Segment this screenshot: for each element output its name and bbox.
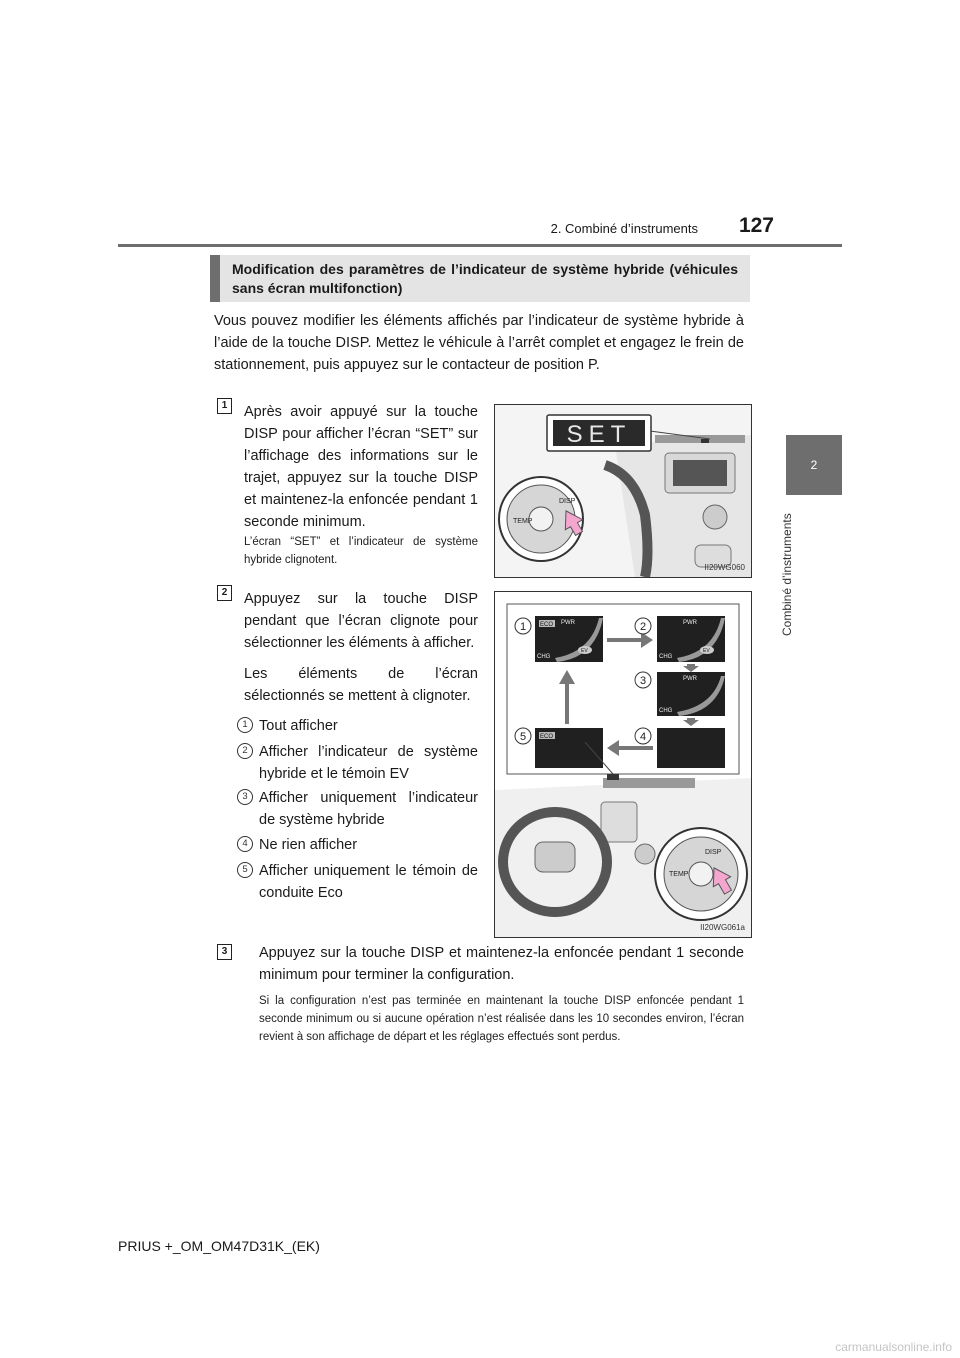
svg-text:PWR: PWR bbox=[683, 676, 697, 682]
step-3-text: Appuyez sur la touche DISP et maintenez-la enfoncée pendant 1 seconde minimum pour terminer la configuration. bbox=[259, 945, 744, 983]
mode-4-screen bbox=[657, 728, 725, 768]
mode-label-2: 2 bbox=[639, 621, 647, 633]
step-2-text-continued: Les éléments de l’écran sélectionnés se mettent à clignoter. bbox=[244, 666, 478, 704]
option-4-text: Ne rien afficher bbox=[259, 837, 358, 853]
svg-text:CHG: CHG bbox=[659, 708, 673, 714]
mode-label-3: 3 bbox=[639, 675, 647, 687]
option-1-text: Tout afficher bbox=[259, 718, 338, 734]
svg-text:CHG: CHG bbox=[659, 654, 673, 660]
figure-set-illustration bbox=[495, 405, 751, 577]
step-1-number: 1 bbox=[217, 398, 232, 414]
option-1-marker: 1 bbox=[237, 717, 253, 733]
figure-display-modes bbox=[494, 591, 752, 938]
disp-button-label-2: DISP bbox=[705, 849, 722, 856]
svg-text:EV: EV bbox=[703, 648, 710, 654]
option-3-marker: 3 bbox=[237, 789, 253, 805]
step-2-text: Appuyez sur la touche DISP pendant que l’écran clignote pour sélectionner les éléments à afficher. bbox=[244, 591, 478, 651]
chapter-tab-label: Combiné d’instruments bbox=[780, 513, 794, 637]
option-5-text: Afficher uniquement le témoin de conduite Eco bbox=[259, 863, 478, 901]
mode-label-1: 1 bbox=[519, 621, 527, 633]
page-number: 127 bbox=[738, 214, 774, 237]
option-5-marker: 5 bbox=[237, 862, 253, 878]
chapter-tab: 2 bbox=[786, 435, 842, 495]
svg-text:CHG: CHG bbox=[537, 654, 551, 660]
figure-2-code: II20WG061a bbox=[700, 923, 745, 932]
svg-text:ECO: ECO bbox=[540, 734, 554, 740]
mode-label-4: 4 bbox=[639, 731, 647, 743]
mode-label-5: 5 bbox=[519, 731, 527, 743]
footer-model: PRIUS +_OM_OM47D31K_(EK) bbox=[118, 1238, 320, 1254]
step-1-note: L’écran “SET” et l’indicateur de système hybride clignotent. bbox=[244, 536, 478, 566]
option-2-marker: 2 bbox=[237, 743, 253, 759]
set-display-text: SET bbox=[566, 421, 632, 448]
figure-1-code: II20WG060 bbox=[704, 563, 745, 572]
intro-paragraph: Vous pouvez modifier les éléments affichés par l’indicateur de système hybride à l’aide de la touche DISP. Mettez le véhicule à l’arrêt complet et engagez le frein de stationnement, puis appuyez sur le contacteur de position P. bbox=[214, 313, 744, 373]
step-1-text: Après avoir appuyé sur la touche DISP pour afficher l’écran “SET” sur l’affichage des informations sur le trajet, appuyez sur la touche DISP et maintenez-la enfoncée pendant 1 seconde minimum. bbox=[244, 404, 478, 530]
header-rule bbox=[118, 244, 842, 247]
svg-text:PWR: PWR bbox=[683, 620, 697, 626]
section-title: Modification des paramètres de l’indicateur de système hybride (véhicules sans écran multifonction) bbox=[232, 261, 738, 296]
option-4-marker: 4 bbox=[237, 836, 253, 852]
option-2-text: Afficher l’indicateur de système hybride et le témoin EV bbox=[259, 744, 478, 782]
watermark[interactable]: carmanualsonline.info bbox=[835, 1340, 952, 1354]
svg-text:ECO: ECO bbox=[540, 622, 554, 628]
step-2-number: 2 bbox=[217, 585, 232, 601]
temp-label-2: TEMP bbox=[669, 871, 689, 878]
step-3-note: Si la configuration n’est pas terminée en maintenant la touche DISP enfoncée pendant 1 seconde minimum ou si aucune opération n’est réalisée dans les 10 secondes environ, l’écran revient à son affichage de départ et les réglages effectués sont perdus. bbox=[259, 995, 744, 1043]
svg-text:PWR: PWR bbox=[561, 620, 575, 626]
disp-button-label: DISP bbox=[559, 498, 576, 505]
figure-set-screen bbox=[494, 404, 752, 578]
chapter-title: 2. Combiné d’instruments bbox=[550, 221, 698, 236]
section-banner bbox=[210, 255, 750, 302]
step-3-number: 3 bbox=[217, 944, 232, 960]
option-3-text: Afficher uniquement l’indicateur de système hybride bbox=[259, 790, 478, 828]
temp-label: TEMP bbox=[513, 518, 533, 525]
svg-text:EV: EV bbox=[581, 648, 588, 654]
figure-modes-illustration bbox=[495, 592, 751, 937]
